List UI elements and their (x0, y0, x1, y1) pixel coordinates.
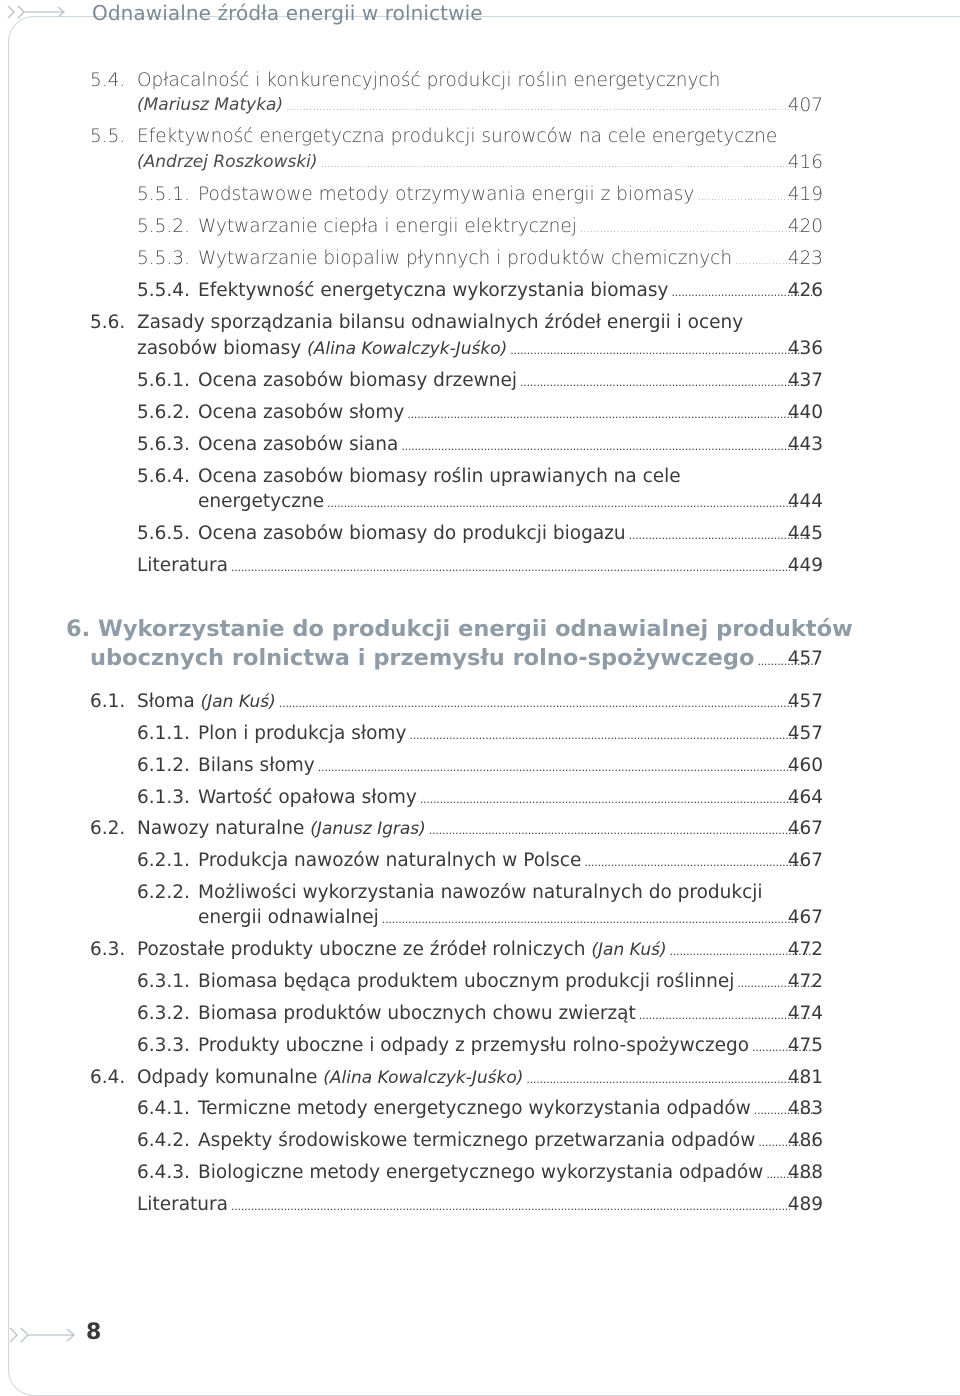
toc-title: Efektywność energetyczna produkcji surowców na cele energetyczne (137, 126, 778, 147)
toc-title: Efektywność energetyczna wykorzystania biomasy (198, 280, 669, 301)
toc-page: 457 (787, 691, 823, 712)
toc-entry-cont (137, 93, 823, 118)
toc-title: Produkcja nawozów naturalnych w Polsce (198, 850, 582, 871)
toc-number: 6.4. (90, 1067, 126, 1088)
toc-number: 6.4.3. (137, 1162, 190, 1183)
toc-page: 445 (787, 523, 823, 544)
toc-title: Plon i produkcja słomy (198, 723, 407, 744)
toc-page: 437 (787, 370, 823, 391)
leader-dots (279, 691, 792, 713)
toc-entry (137, 785, 823, 810)
toc-title: Aspekty środowiskowe termicznego przetwarzania odpadów (198, 1130, 756, 1151)
toc-page: 460 (787, 755, 823, 776)
toc-title: Ocena zasobów siana (198, 434, 399, 455)
toc-title: Wytwarzanie ciepła i energii elektrycznej (198, 216, 577, 237)
toc-entry (137, 753, 823, 778)
toc-title-cont: energetyczne (198, 491, 325, 512)
toc-number: 6.3. (90, 939, 126, 960)
leader-dots (231, 555, 790, 577)
leader-dots (409, 723, 799, 745)
chapter-number: 6. (66, 616, 91, 642)
toc-page: 474 (787, 1003, 823, 1024)
page-number: 8 (86, 1320, 102, 1345)
toc-author: (Andrzej Roszkowski) (137, 152, 318, 172)
toc-title: Biologiczne metody energetycznego wykorzystania odpadów (198, 1162, 764, 1183)
toc-entry (137, 969, 823, 994)
toc-number: 6.2.2. (137, 882, 190, 903)
toc-number: 5.5.1. (137, 184, 190, 205)
toc-title: Pozostałe produkty uboczne ze źródeł rolniczych (137, 939, 586, 960)
toc-number: 5.5.4. (137, 280, 190, 301)
toc-entry (137, 1033, 823, 1058)
toc-entry (137, 1128, 823, 1153)
toc-number: 5.6. (90, 312, 126, 333)
toc-entry (90, 1065, 823, 1091)
chapter-title: Wykorzystanie do produkcji energii odnawialnej produktów (98, 616, 853, 642)
leader-dots (639, 1003, 811, 1025)
toc-entry-cont (198, 489, 823, 514)
toc-entry (137, 553, 823, 578)
toc-number: 5.5.2. (137, 216, 190, 237)
toc-page: 467 (787, 850, 823, 871)
header-title: Odnawialne źródła energii w rolnictwie (92, 1, 483, 25)
toc-entry-cont (137, 150, 823, 175)
toc-number: 6.3.2. (137, 1003, 190, 1024)
toc-entry (137, 1096, 823, 1121)
chapter-heading (66, 615, 853, 644)
running-header (0, 0, 960, 30)
chevron-arrows-icon (6, 5, 68, 19)
toc-title: Produkty uboczne i odpady z przemysłu rolno-spożywczego (198, 1035, 750, 1056)
toc-page: 467 (787, 907, 823, 928)
toc-page: 407 (787, 95, 823, 116)
toc-number: 5.6.5. (137, 523, 190, 544)
toc-title: Biomasa produktów ubocznych chowu zwierząt (198, 1003, 636, 1024)
toc-author: (Janusz Igras) (310, 819, 426, 839)
toc-title: Ocena zasobów biomasy do produkcji biogazu (198, 523, 626, 544)
leader-dots (584, 850, 808, 872)
leader-dots (231, 1194, 790, 1216)
toc-title: Literatura (137, 1194, 228, 1215)
toc-title-cont: zasobów biomasy (137, 338, 302, 359)
toc-page: 488 (787, 1162, 823, 1183)
toc-title: Podstawowe metody otrzymywania energii z biomasy (198, 184, 695, 205)
leader-dots (420, 787, 800, 809)
toc-number: 6.3.3. (137, 1035, 190, 1056)
leader-dots (526, 1067, 805, 1089)
toc-page: 419 (787, 184, 823, 205)
toc-entry (137, 848, 823, 873)
toc-entry (90, 816, 823, 842)
chapter-title-cont: ubocznych rolnictwa i przemysłu rolno-spożywczego (90, 645, 755, 671)
toc-page: 436 (787, 338, 823, 359)
toc-entry (137, 432, 823, 457)
toc-page: 440 (787, 402, 823, 423)
toc-number: 5.6.1. (137, 370, 190, 391)
leader-dots (510, 338, 804, 360)
toc-page: 416 (787, 152, 823, 173)
toc-number: 6.3.1. (137, 971, 190, 992)
toc-page: 444 (787, 491, 823, 512)
toc-page: 443 (787, 434, 823, 455)
toc-entry (137, 1001, 823, 1026)
toc-title: Termiczne metody energetycznego wykorzystania odpadów (198, 1098, 751, 1119)
leader-dots (520, 370, 805, 392)
toc-title-cont: energii odnawialnej (198, 907, 379, 928)
toc-entry (137, 1192, 823, 1217)
toc-author: (Mariusz Matyka) (137, 95, 284, 115)
toc-page: 449 (787, 555, 823, 576)
toc-entry (137, 521, 823, 546)
toc-author: (Jan Kuś) (200, 692, 276, 712)
toc-page: 489 (787, 1194, 823, 1215)
leader-dots (580, 216, 808, 238)
toc-entry-cont (137, 336, 823, 362)
toc-page: 426 (787, 280, 823, 301)
toc-entry (90, 689, 823, 715)
toc-title: Ocena zasobów biomasy drzewnej (198, 370, 517, 391)
toc-number: 5.4. (90, 70, 126, 91)
toc-page: 457 (787, 723, 823, 744)
toc-number: 5.6.2. (137, 402, 190, 423)
leader-dots (327, 491, 795, 513)
toc-author: (Jan Kuś) (591, 940, 667, 960)
leader-dots (382, 907, 798, 929)
toc-page: 420 (787, 216, 823, 237)
toc-page: 475 (787, 1035, 823, 1056)
toc-number: 5.5.3. (137, 248, 190, 269)
toc-number: 5.6.4. (137, 466, 190, 487)
toc-number: 5.6.3. (137, 434, 190, 455)
toc-entry (137, 182, 823, 207)
toc-page: 467 (787, 818, 823, 839)
toc-title: Nawozy naturalne (137, 818, 305, 839)
toc-page: 472 (787, 971, 823, 992)
toc-page: 423 (787, 248, 823, 269)
toc-page: 472 (787, 939, 823, 960)
toc-entry (137, 1160, 823, 1185)
toc-author: (Alina Kowalczyk-Juśko) (307, 339, 508, 359)
toc-author: (Alina Kowalczyk-Juśko) (323, 1068, 524, 1088)
leader-dots (318, 755, 794, 777)
toc-title: Literatura (137, 555, 228, 576)
toc-page: 464 (787, 787, 823, 808)
leader-dots (401, 434, 798, 456)
toc-title: Ocena zasobów słomy (198, 402, 405, 423)
toc-entry (137, 368, 823, 393)
toc-number: 6.1.3. (137, 787, 190, 808)
toc-title: Bilans słomy (198, 755, 315, 776)
toc-page: 486 (787, 1130, 823, 1151)
toc-entry (90, 937, 823, 963)
toc-number: 5.5. (90, 126, 126, 147)
leader-dots (407, 402, 799, 424)
toc-number: 6.1.2. (137, 755, 190, 776)
leader-dots (429, 818, 800, 840)
toc-title: Zasady sporządzania bilansu odnawialnych źródeł energii i oceny (137, 312, 744, 333)
toc-page: 483 (787, 1098, 823, 1119)
toc-page: 457 (787, 648, 823, 669)
toc-number: 6.4.2. (137, 1130, 190, 1151)
toc-entry (137, 721, 823, 746)
toc-number: 6.1.1. (137, 723, 190, 744)
chapter-heading-cont (90, 644, 823, 673)
toc-entry (137, 214, 823, 239)
toc-title: Słoma (137, 691, 195, 712)
toc-title: Wytwarzanie biopaliw płynnych i produktów chemicznych (198, 248, 733, 269)
toc-title: Odpady komunalne (137, 1067, 318, 1088)
chevron-arrows-icon (8, 1326, 78, 1343)
toc-title: Ocena zasobów biomasy roślin uprawianych na cele (198, 466, 681, 487)
toc-number: 6.2. (90, 818, 126, 839)
toc-entry (137, 400, 823, 425)
leader-dots (629, 523, 811, 545)
toc-title: Wartość opałowa słomy (198, 787, 417, 808)
toc-title: Możliwości wykorzystania nawozów naturalnych do produkcji (198, 882, 763, 903)
toc-entry (137, 246, 823, 271)
toc-page: 481 (787, 1067, 823, 1088)
toc-title: Biomasa będąca produktem ubocznym produkcji roślinnej (198, 971, 735, 992)
toc-title: Opłacalność i konkurencyjność produkcji roślin energetycznych (137, 70, 721, 91)
leader-dots (286, 94, 793, 116)
toc-entry (137, 278, 823, 303)
toc-number: 6.1. (90, 691, 126, 712)
leader-dots (321, 151, 795, 173)
toc-number: 6.2.1. (137, 850, 190, 871)
toc-entry-cont (198, 905, 823, 930)
toc-number: 6.4.1. (137, 1098, 190, 1119)
